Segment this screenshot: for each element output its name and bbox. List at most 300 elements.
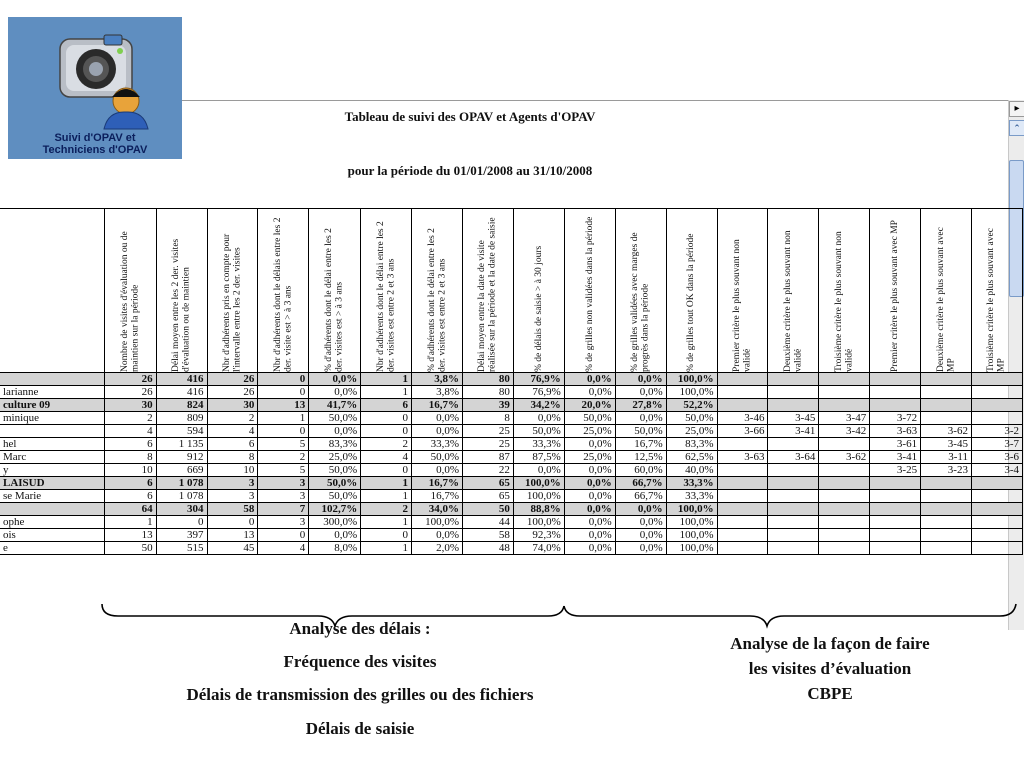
table-cell[interactable]: 3-63 [717, 451, 768, 464]
table-cell[interactable] [819, 516, 870, 529]
table-cell[interactable]: 12,5% [615, 451, 666, 464]
table-cell[interactable] [870, 503, 921, 516]
table-cell[interactable]: 912 [156, 451, 207, 464]
table-cell[interactable]: 2 [207, 412, 258, 425]
table-cell[interactable] [870, 399, 921, 412]
table-cell[interactable] [768, 503, 819, 516]
table-cell[interactable] [717, 503, 768, 516]
table-cell[interactable]: 34,2% [513, 399, 564, 412]
table-cell[interactable] [971, 373, 1022, 386]
table-cell[interactable]: 0,0% [615, 529, 666, 542]
table-cell[interactable]: 76,9% [513, 386, 564, 399]
table-cell[interactable] [717, 464, 768, 477]
table-cell[interactable]: 0,0% [513, 412, 564, 425]
tracking-table [0, 208, 1023, 555]
table-cell[interactable]: 0 [258, 386, 309, 399]
table-cell[interactable]: 3-63 [870, 425, 921, 438]
table-cell[interactable]: 0 [156, 516, 207, 529]
table-cell[interactable] [768, 399, 819, 412]
column-header [104, 209, 156, 373]
table-cell[interactable] [717, 542, 768, 555]
table-cell[interactable]: 60,0% [615, 464, 666, 477]
table-cell[interactable]: 50,0% [309, 477, 361, 490]
table-cell[interactable]: 30 [207, 399, 258, 412]
column-header-label: Nbr d'adhérents dont le délai entre les 2 der. visites est entre 2 et 3 ans [375, 221, 397, 372]
table-cell[interactable] [971, 542, 1022, 555]
table-cell[interactable] [971, 516, 1022, 529]
row-name-cell[interactable]: larianne [0, 386, 104, 399]
row-name-cell[interactable]: e [0, 542, 104, 555]
table-cell[interactable]: 76,9% [513, 373, 564, 386]
table-cell[interactable]: 13 [258, 399, 309, 412]
table-cell[interactable]: 0 [207, 516, 258, 529]
table-cell[interactable]: 515 [156, 542, 207, 555]
table-cell[interactable]: 3-2 [971, 425, 1022, 438]
table-row [0, 490, 1023, 503]
scroll-right-icon[interactable]: ▸ [1009, 101, 1024, 117]
table-cell[interactable]: 0 [361, 425, 412, 438]
table-cell[interactable]: 0,0% [412, 425, 463, 438]
row-name-cell[interactable]: ophe [0, 516, 104, 529]
table-cell[interactable]: 824 [156, 399, 207, 412]
table-cell[interactable]: 83,3% [309, 438, 361, 451]
table-cell[interactable]: 33,3% [513, 438, 564, 451]
table-cell[interactable]: 8 [462, 412, 513, 425]
table-cell[interactable]: 25 [462, 438, 513, 451]
table-cell[interactable]: 16,7% [412, 477, 463, 490]
table-row [0, 386, 1023, 399]
table-cell[interactable] [717, 373, 768, 386]
table-cell[interactable] [819, 529, 870, 542]
table-cell[interactable] [819, 399, 870, 412]
table-cell[interactable]: 0,0% [513, 464, 564, 477]
table-cell[interactable]: 100,0% [666, 529, 717, 542]
caption-right-line2: les visites d’évaluation [748, 659, 912, 678]
table-cell[interactable] [870, 542, 921, 555]
table-cell[interactable]: 6 [104, 438, 156, 451]
table-cell[interactable] [717, 529, 768, 542]
table-cell[interactable]: 10 [207, 464, 258, 477]
table-cell[interactable]: 0,0% [412, 412, 463, 425]
column-header-label: Premier critère le plus souvant non validé [732, 239, 753, 372]
table-cell[interactable] [971, 477, 1022, 490]
table-cell[interactable]: 92,3% [513, 529, 564, 542]
table-cell[interactable]: 4 [258, 542, 309, 555]
table-cell[interactable] [870, 529, 921, 542]
table-cell[interactable] [921, 412, 972, 425]
table-cell[interactable]: 50,0% [309, 490, 361, 503]
table-cell[interactable]: 3-72 [870, 412, 921, 425]
table-cell[interactable] [870, 373, 921, 386]
table-cell[interactable] [870, 490, 921, 503]
column-header-label: Délai moyen entre les 2 der. visites d'évaluation ou de maintien [171, 238, 192, 372]
table-cell[interactable]: 3-45 [921, 438, 972, 451]
table-cell[interactable]: 3-47 [819, 412, 870, 425]
table-cell[interactable] [971, 490, 1022, 503]
table-cell[interactable]: 0,0% [564, 490, 615, 503]
table-cell[interactable] [768, 529, 819, 542]
table-cell[interactable]: 0,0% [615, 412, 666, 425]
table-cell[interactable]: 66,7% [615, 490, 666, 503]
table-cell[interactable]: 100,0% [513, 516, 564, 529]
table-cell[interactable]: 1 [361, 516, 412, 529]
table-cell[interactable]: 88,8% [513, 503, 564, 516]
table-cell[interactable]: 100,0% [666, 373, 717, 386]
table-subtotal-row [0, 477, 1023, 490]
table-cell[interactable]: 0,0% [309, 425, 361, 438]
table-cell[interactable]: 39 [462, 399, 513, 412]
scroll-up-icon[interactable]: ⌃ [1009, 120, 1024, 136]
table-row [0, 412, 1023, 425]
table-cell[interactable]: 8 [207, 451, 258, 464]
column-header [921, 209, 972, 373]
table-cell[interactable]: 100,0% [513, 477, 564, 490]
table-cell[interactable]: 397 [156, 529, 207, 542]
table-cell[interactable]: 26 [104, 373, 156, 386]
table-cell[interactable]: 50,0% [412, 451, 463, 464]
table-cell[interactable]: 44 [462, 516, 513, 529]
table-cell[interactable]: 416 [156, 373, 207, 386]
column-header-label: Nbr d'adhérents dont le délais entre les 2 der. visite est > à 3 ans [272, 217, 294, 372]
table-cell[interactable]: 58 [462, 529, 513, 542]
table-cell[interactable]: 0,0% [615, 503, 666, 516]
table-cell[interactable]: 80 [462, 373, 513, 386]
grouping-braces [0, 600, 1024, 630]
table-cell[interactable]: 0,0% [564, 516, 615, 529]
table-cell[interactable]: 300,0% [309, 516, 361, 529]
table-cell[interactable]: 52,2% [666, 399, 717, 412]
table-cell[interactable]: 50,0% [309, 464, 361, 477]
table-cell[interactable]: 74,0% [513, 542, 564, 555]
table-cell[interactable]: 0,0% [309, 529, 361, 542]
table-cell[interactable]: 1 [361, 477, 412, 490]
table-cell[interactable]: 30 [104, 399, 156, 412]
column-header-label: % de grilles non validées dans la période [584, 216, 595, 372]
table-cell[interactable]: 100,0% [666, 386, 717, 399]
table-cell[interactable]: 3-41 [870, 451, 921, 464]
row-name-cell[interactable] [0, 373, 104, 386]
table-cell[interactable]: 27,8% [615, 399, 666, 412]
table-row [0, 464, 1023, 477]
table-cell[interactable] [921, 399, 972, 412]
table-cell[interactable] [971, 529, 1022, 542]
caption-left-line2: Fréquence des visites [283, 652, 437, 671]
table-cell[interactable] [819, 373, 870, 386]
table-cell[interactable]: 1 [361, 490, 412, 503]
table-cell[interactable]: 1 [361, 386, 412, 399]
table-cell[interactable]: 0,0% [309, 373, 361, 386]
row-name-cell[interactable]: Marc [0, 451, 104, 464]
table-cell[interactable]: 7 [258, 503, 309, 516]
table-cell[interactable]: 0 [361, 529, 412, 542]
table-cell[interactable]: 65 [462, 490, 513, 503]
table-cell[interactable] [921, 477, 972, 490]
column-header [258, 209, 309, 373]
table-cell[interactable]: 25,0% [564, 425, 615, 438]
table-cell[interactable]: 83,3% [666, 438, 717, 451]
table-cell[interactable]: 0 [258, 425, 309, 438]
table-cell[interactable]: 5 [258, 464, 309, 477]
table-cell[interactable]: 25,0% [309, 451, 361, 464]
table-cell[interactable]: 0,0% [564, 438, 615, 451]
table-cell[interactable] [870, 477, 921, 490]
table-cell[interactable]: 4 [361, 451, 412, 464]
table-cell[interactable] [768, 490, 819, 503]
column-header [870, 209, 921, 373]
table-cell[interactable]: 0 [258, 529, 309, 542]
table-cell[interactable]: 20,0% [564, 399, 615, 412]
table-cell[interactable] [971, 386, 1022, 399]
column-header-label: Troisième critère le plus souvant non validé [833, 231, 855, 372]
table-cell[interactable]: 50,0% [309, 412, 361, 425]
table-cell[interactable]: 3 [207, 477, 258, 490]
table-cell[interactable] [819, 542, 870, 555]
table-cell[interactable]: 2,0% [412, 542, 463, 555]
column-header-name [0, 209, 104, 373]
table-cell[interactable]: 3-42 [819, 425, 870, 438]
table-cell[interactable]: 0,0% [564, 542, 615, 555]
table-cell[interactable]: 1 [258, 412, 309, 425]
table-cell[interactable]: 0,0% [564, 373, 615, 386]
column-header [564, 209, 615, 373]
row-name-cell[interactable]: y [0, 464, 104, 477]
logo-caption-line1: Suivi d'OPAV et [54, 132, 136, 144]
table-cell[interactable]: 26 [207, 373, 258, 386]
table-cell[interactable]: 2 [104, 412, 156, 425]
table-row [0, 529, 1023, 542]
table-cell[interactable]: 45 [207, 542, 258, 555]
table-cell[interactable]: 10 [104, 464, 156, 477]
table-cell[interactable] [971, 503, 1022, 516]
table-cell[interactable]: 100,0% [412, 516, 463, 529]
table-cell[interactable]: 0,0% [615, 516, 666, 529]
table-cell[interactable]: 416 [156, 386, 207, 399]
column-header [156, 209, 207, 373]
table-cell[interactable]: 65 [462, 477, 513, 490]
table-cell[interactable] [921, 373, 972, 386]
table-cell[interactable]: 0,0% [564, 477, 615, 490]
row-name-cell[interactable]: ois [0, 529, 104, 542]
table-cell[interactable] [768, 373, 819, 386]
row-name-cell[interactable] [0, 503, 104, 516]
table-cell[interactable]: 6 [104, 477, 156, 490]
table-cell[interactable] [819, 503, 870, 516]
table-cell[interactable]: 1 [104, 516, 156, 529]
table-cell[interactable] [921, 386, 972, 399]
table-cell[interactable]: 1 078 [156, 477, 207, 490]
table-cell[interactable]: 66,7% [615, 477, 666, 490]
column-header [361, 209, 412, 373]
table-cell[interactable]: 3-62 [921, 425, 972, 438]
table-cell[interactable]: 41,7% [309, 399, 361, 412]
table-cell[interactable]: 5 [258, 438, 309, 451]
table-cell[interactable]: 6 [361, 399, 412, 412]
table-cell[interactable]: 3 [207, 490, 258, 503]
table-cell[interactable]: 3-45 [768, 412, 819, 425]
table-cell[interactable]: 0,0% [564, 464, 615, 477]
column-header-label: Deuxième critère le plus souvant avec MP [935, 227, 957, 372]
table-cell[interactable]: 80 [462, 386, 513, 399]
table-cell[interactable]: 50 [104, 542, 156, 555]
table-cell[interactable]: 102,7% [309, 503, 361, 516]
table-cell[interactable]: 809 [156, 412, 207, 425]
table-cell[interactable]: 34,0% [412, 503, 463, 516]
table-cell[interactable]: 62,5% [666, 451, 717, 464]
table-cell[interactable]: 22 [462, 464, 513, 477]
table-cell[interactable]: 0 [361, 464, 412, 477]
table-cell[interactable]: 669 [156, 464, 207, 477]
table-cell[interactable] [717, 399, 768, 412]
table-cell[interactable] [819, 438, 870, 451]
table-cell[interactable]: 25,0% [564, 451, 615, 464]
table-cell[interactable]: 3,8% [412, 386, 463, 399]
table-cell[interactable]: 40,0% [666, 464, 717, 477]
table-cell[interactable]: 58 [207, 503, 258, 516]
table-cell[interactable]: 8,0% [309, 542, 361, 555]
row-name-cell[interactable]: minique [0, 412, 104, 425]
table-cell[interactable]: 25,0% [666, 425, 717, 438]
table-cell[interactable]: 3 [258, 490, 309, 503]
table-cell[interactable] [921, 490, 972, 503]
table-cell[interactable] [768, 477, 819, 490]
table-cell[interactable] [768, 464, 819, 477]
table-cell[interactable]: 0,0% [615, 386, 666, 399]
table-cell[interactable]: 0 [361, 412, 412, 425]
table-cell[interactable]: 1 [361, 542, 412, 555]
table-cell[interactable]: 2 [361, 438, 412, 451]
table-cell[interactable]: 100,0% [666, 516, 717, 529]
table-cell[interactable] [717, 386, 768, 399]
table-cell[interactable] [819, 490, 870, 503]
table-cell[interactable]: 3-11 [921, 451, 972, 464]
table-cell[interactable] [768, 542, 819, 555]
column-header-label: Nombre de visites d'évaluation ou de maintien sur la période [119, 231, 141, 372]
table-cell[interactable]: 0,0% [412, 529, 463, 542]
table-cell[interactable]: 3-61 [870, 438, 921, 451]
table-cell[interactable]: 50,0% [666, 412, 717, 425]
table-cell[interactable]: 13 [104, 529, 156, 542]
table-cell[interactable]: 1 135 [156, 438, 207, 451]
table-cell[interactable]: 100,0% [513, 490, 564, 503]
table-cell[interactable]: 594 [156, 425, 207, 438]
table-cell[interactable]: 0,0% [615, 542, 666, 555]
table-cell[interactable]: 16,7% [615, 438, 666, 451]
table-cell[interactable]: 50,0% [615, 425, 666, 438]
table-cell[interactable] [971, 399, 1022, 412]
table-cell[interactable]: 48 [462, 542, 513, 555]
table-cell[interactable]: 3-23 [921, 464, 972, 477]
table-cell[interactable]: 26 [104, 386, 156, 399]
table-cell[interactable]: 0,0% [564, 529, 615, 542]
table-cell[interactable]: 3-25 [870, 464, 921, 477]
table-cell[interactable] [768, 386, 819, 399]
table-cell[interactable]: 0,0% [309, 386, 361, 399]
table-cell[interactable] [819, 464, 870, 477]
table-cell[interactable]: 100,0% [666, 542, 717, 555]
table-cell[interactable]: 0,0% [412, 464, 463, 477]
table-cell[interactable]: 3-46 [717, 412, 768, 425]
table-cell[interactable] [870, 516, 921, 529]
table-cell[interactable]: 3-66 [717, 425, 768, 438]
table-cell[interactable]: 2 [258, 451, 309, 464]
table-cell[interactable] [870, 386, 921, 399]
table-cell[interactable]: 3-41 [768, 425, 819, 438]
table-cell[interactable]: 26 [207, 386, 258, 399]
table-cell[interactable]: 64 [104, 503, 156, 516]
table-cell[interactable]: 25 [462, 425, 513, 438]
table-cell[interactable]: 6 [207, 438, 258, 451]
table-cell[interactable]: 1 [361, 373, 412, 386]
table-cell[interactable]: 0 [258, 373, 309, 386]
table-cell[interactable] [768, 516, 819, 529]
row-name-cell[interactable]: hel [0, 438, 104, 451]
table-cell[interactable]: 33,3% [666, 477, 717, 490]
table-cell[interactable]: 2 [361, 503, 412, 516]
table-cell[interactable]: 4 [104, 425, 156, 438]
row-name-cell[interactable]: se Marie [0, 490, 104, 503]
table-cell[interactable]: 16,7% [412, 490, 463, 503]
column-header-label: Premier critère le plus souvant avec MP [889, 220, 900, 372]
row-name-cell[interactable] [0, 425, 104, 438]
table-cell[interactable]: 50,0% [564, 412, 615, 425]
table-cell[interactable]: 50,0% [513, 425, 564, 438]
table-cell[interactable]: 0,0% [615, 373, 666, 386]
table-cell[interactable] [768, 438, 819, 451]
table-cell[interactable]: 100,0% [666, 503, 717, 516]
table-cell[interactable]: 33,3% [666, 490, 717, 503]
table-cell[interactable]: 6 [104, 490, 156, 503]
table-cell[interactable]: 33,3% [412, 438, 463, 451]
column-header [819, 209, 870, 373]
table-cell[interactable]: 16,7% [412, 399, 463, 412]
table-cell[interactable]: 3-4 [971, 464, 1022, 477]
table-cell[interactable]: 1 078 [156, 490, 207, 503]
table-cell[interactable]: 3-64 [768, 451, 819, 464]
table-cell[interactable]: 8 [104, 451, 156, 464]
table-cell[interactable]: 3 [258, 477, 309, 490]
table-cell[interactable]: 0,0% [564, 503, 615, 516]
caption-right-line3: CBPE [807, 684, 853, 703]
table-cell[interactable] [717, 438, 768, 451]
table-cell[interactable]: 3,8% [412, 373, 463, 386]
table-cell[interactable]: 87 [462, 451, 513, 464]
table-cell[interactable]: 50 [462, 503, 513, 516]
table-cell[interactable] [717, 477, 768, 490]
report-title: Tableau de suivi des OPAV et Agents d'OPAV [344, 109, 596, 124]
table-cell[interactable]: 3-62 [819, 451, 870, 464]
table-cell[interactable]: 3-7 [971, 438, 1022, 451]
table-cell[interactable]: 0,0% [564, 386, 615, 399]
table-cell[interactable] [819, 477, 870, 490]
table-cell[interactable] [971, 412, 1022, 425]
table-cell[interactable] [819, 386, 870, 399]
row-name-cell[interactable]: LAISUD [0, 477, 104, 490]
table-cell[interactable]: 13 [207, 529, 258, 542]
table-cell[interactable]: 304 [156, 503, 207, 516]
table-cell[interactable] [921, 542, 972, 555]
table-cell[interactable]: 3 [258, 516, 309, 529]
table-cell[interactable]: 3-6 [971, 451, 1022, 464]
table-cell[interactable] [717, 490, 768, 503]
row-name-cell[interactable]: culture 09 [0, 399, 104, 412]
table-cell[interactable]: 87,5% [513, 451, 564, 464]
table-cell[interactable] [717, 516, 768, 529]
table-cell[interactable] [921, 503, 972, 516]
table-cell[interactable]: 4 [207, 425, 258, 438]
table-cell[interactable] [921, 516, 972, 529]
table-cell[interactable] [921, 529, 972, 542]
column-header [207, 209, 258, 373]
